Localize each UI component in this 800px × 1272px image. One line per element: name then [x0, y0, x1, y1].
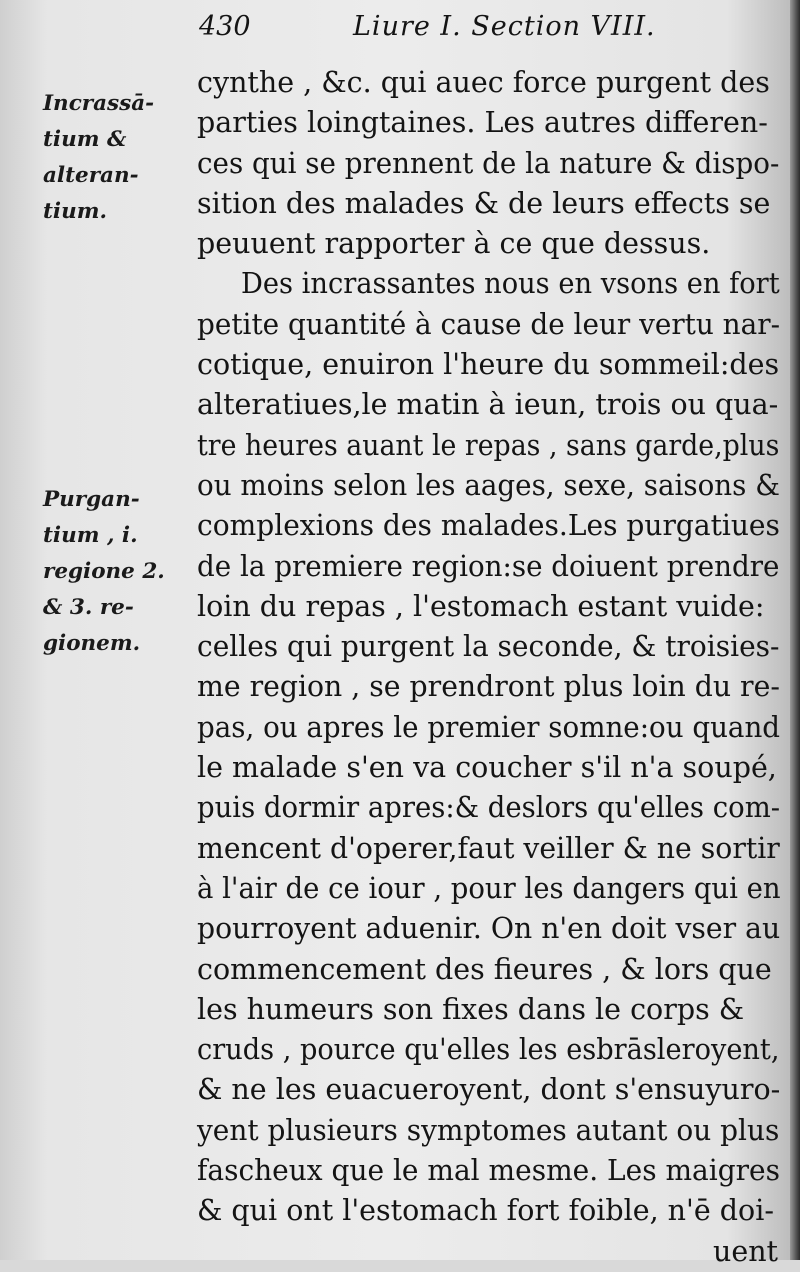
text-line: petite quantité à cause de leur vertu nar- — [197, 307, 780, 341]
text-line: cynthe , &c. qui auec force purgent des — [197, 66, 770, 99]
text-line: mencent d'operer,faut veiller & ne sortir — [197, 831, 780, 865]
text-line: peuuent rapporter à ce que dessus. — [197, 227, 711, 261]
catchword: uent — [712, 1234, 778, 1268]
text-line: pourroyent aduenir. On n'en doit vser au — [197, 912, 781, 946]
margin-note-incrassatium — [43, 86, 154, 230]
running-title: Liure I. Section VIII. — [353, 11, 656, 42]
text-line: cotique, enuiron l'heure du sommeil:des — [197, 348, 780, 382]
text-line: loin du repas , l'estomach estant vuide: — [197, 589, 765, 623]
margin-note-purgantium — [43, 482, 165, 662]
text-line: ces qui se prennent de la nature & dispo- — [197, 146, 780, 180]
margin-note-line: tium & — [43, 127, 127, 152]
margin-note-line: gionem. — [43, 631, 141, 656]
page-number: 430 — [199, 11, 251, 42]
text-line: complexions des malades.Les purgatiues — [197, 509, 780, 543]
text-line: puis dormir apres:& deslors qu'elles com- — [197, 791, 781, 825]
text-line: & qui ont l'estomach fort foible, n'ē doi- — [197, 1194, 774, 1228]
text-line: celles qui purgent la seconde, & troisies- — [197, 630, 780, 664]
text-line: commencement des fieures , & lors que — [197, 952, 772, 986]
margin-note-line: tium , i. — [43, 523, 138, 548]
margin-note-line: regione 2. — [43, 559, 165, 584]
text-line: de la premiere region:se doiuent prendre — [197, 549, 780, 583]
text-line: le malade s'en va coucher s'il n'a soupé, — [197, 751, 777, 785]
paragraph-start-line: Des incrassantes nous en vsons en fort — [241, 267, 780, 301]
text-line: ou moins selon les aages, sexe, saisons & — [197, 468, 780, 502]
text-line: tre heures auant le repas , sans garde,plus — [197, 428, 780, 462]
margin-note-line: Purgan- — [43, 487, 140, 512]
text-line: sition des malades & de leurs effects se — [197, 186, 771, 220]
text-line: parties loingtaines. Les autres differen- — [197, 106, 768, 140]
text-line: les humeurs son fixes dans le corps & — [197, 992, 745, 1026]
text-line: cruds , pource qu'elles les esbrāsleroyent, — [197, 1033, 780, 1067]
page-gutter-shadow — [790, 0, 800, 1260]
body-text — [197, 63, 780, 1272]
text-line: pas, ou apres le premier somne:ou quand — [197, 710, 781, 744]
text-line: me region , se prendront plus loin du re- — [197, 670, 780, 704]
margin-note-line: tium. — [43, 199, 107, 224]
margin-note-line: Incrassā- — [43, 91, 155, 116]
running-header — [195, 10, 755, 44]
margin-note-line: & 3. re- — [43, 595, 134, 620]
text-line: fascheux que le mal mesme. Les maigres — [197, 1154, 781, 1188]
text-line: à l'air de ce iour , pour les dangers qui en — [197, 871, 781, 905]
text-line: yent plusieurs symptomes autant ou plus — [197, 1113, 780, 1147]
margin-note-line: alteran- — [43, 163, 139, 188]
text-line: alteratiues,le matin à ieun, trois ou qua- — [197, 388, 779, 422]
text-line: & ne les euacueroyent, dont s'ensuyuro- — [197, 1073, 781, 1107]
